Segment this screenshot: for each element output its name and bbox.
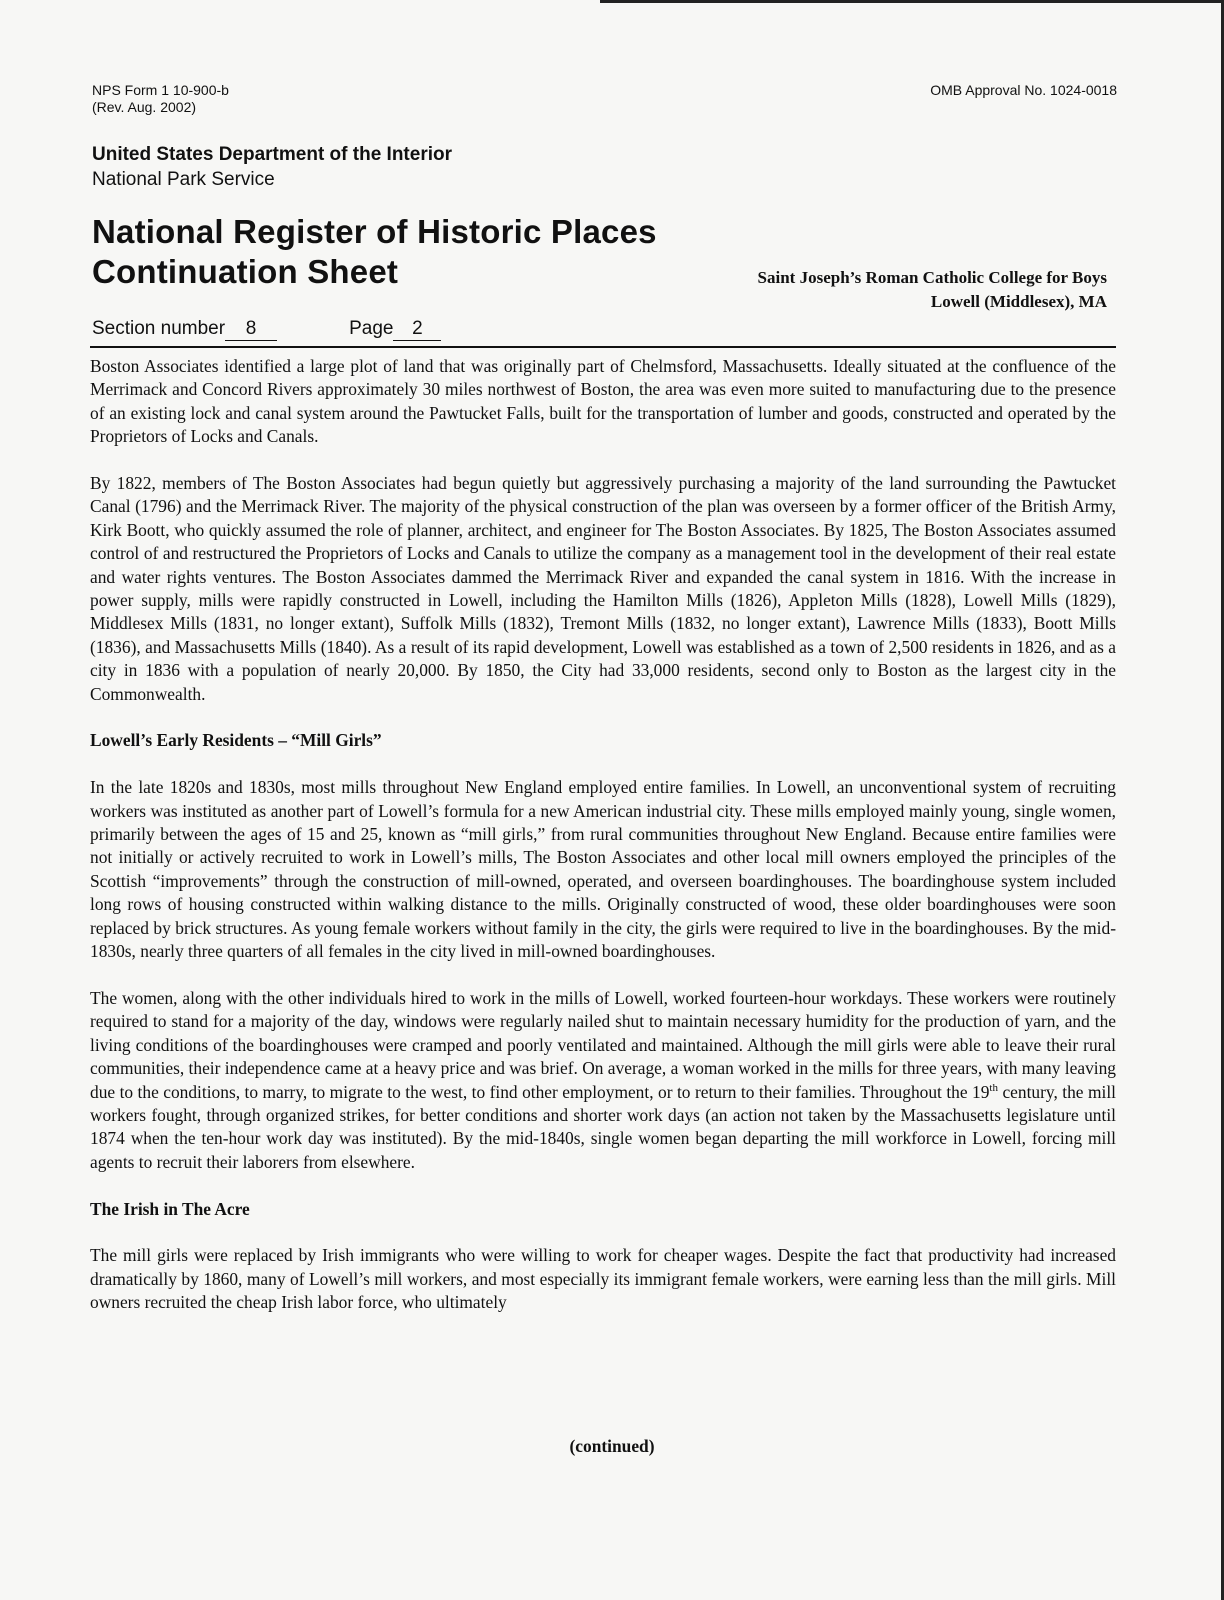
form-identifier [92, 82, 229, 116]
scan-edge-top [600, 0, 1224, 3]
paragraph-3: In the late 1820s and 1830s, most mills throughout New England employed entire families. In Lowell, an unconventional system of recruiting workers was instituted as another part of Lowell’s formula for a new American industrial city. These mills employed mainly young, single women, primarily between the ages of 15 and 25, known as “mill girls,” from rural communities throughout New England. Because entire families were not initially or actively recruited to work in Lowell’s mills, The Boston Associates and other local mill owners employed the principles of the Scottish “improvements” through the construction of mill-owned, operated, and overseen boardinghouses. The boardinghouse system included long rows of housing constructed within walking distance to the mills. Originally constructed of wood, these older boardinghouses were soon replaced by brick structures. As young female workers without family in the city, the girls were required to live in the boardinghouses. By the mid-1830s, nearly three quarters of all females in the city lived in mill-owned boardinghouses. [90, 777, 1116, 962]
paragraph-4 [90, 987, 1116, 1174]
property-name: Saint Joseph’s Roman Catholic College for Boys [757, 268, 1107, 287]
paragraph-5: The mill girls were replaced by Irish immigrants who were willing to work for cheaper wages. Despite the fact that productivity had increased dramatically by 1860, many of Lowell’s mill workers, and most especially its immigrant female workers, were earning less than the mill girls. Mill owners recruited the cheap Irish labor force, who ultimately [90, 1245, 1116, 1313]
form-revision: (Rev. Aug. 2002) [92, 99, 197, 115]
section-number-value: 8 [225, 318, 277, 341]
page-label: Page [349, 318, 394, 339]
header-rule [90, 346, 1116, 348]
heading-irish-acre: The Irish in The Acre [90, 1198, 250, 1219]
paragraph-4-part-b: century, the mill workers fought, through organized strikes, for better conditions and shorter work days (an action not taken by the Massachusetts legislature until 1874 when the ten-hour work day was instituted). By the mid-1840s, single women began departing the mill workforce in Lowell, forcing mill agents to recruit their laborers from elsewhere. [90, 1081, 1116, 1172]
title-line-2: Continuation Sheet [92, 253, 399, 290]
agency-block [92, 142, 452, 192]
page-number-value: 2 [393, 318, 441, 341]
service-name: National Park Service [92, 169, 275, 190]
section-number-label: Section number [92, 318, 226, 339]
ordinal-superscript: th [989, 1081, 998, 1094]
page-title [92, 212, 657, 292]
property-block [758, 266, 1107, 314]
omb-approval: OMB Approval No. 1024-0018 [930, 82, 1117, 98]
property-location: Lowell (Middlesex), MA [930, 292, 1107, 311]
department-name: United States Department of the Interior [92, 144, 452, 165]
paragraph-1: Boston Associates identified a large plot of land that was originally part of Chelmsford, Massachusetts. Ideally situated at the confluence of the Merrimack and Concord Rivers approximately 30 miles northwest of Boston, the area was even more suited to manufacturing due to the presence of an existing lock and canal system around the Pawtucket Falls, built for the transportation of lumber and goods, constructed and operated by the Proprietors of Locks and Canals. [90, 356, 1116, 447]
continued-note: (continued) [569, 1436, 655, 1456]
section-line [92, 318, 441, 341]
paragraph-4-part-a: The women, along with the other individuals hired to work in the mills of Lowell, worked fourteen-hour workdays. These workers were routinely required to stand for a majority of the day, windows were regularly nailed shut to maintain necessary humidity for the production of yarn, and the living conditions of the boardinghouses were cramped and poorly ventilated and maintained. Although the mill girls were able to leave their rural communities, their independence came at a heavy price and was brief. On average, a woman worked in the mills for three years, with many leaving due to the conditions, to marry, to migrate to the west, to find other employment, or to return to their families. Throughout the 19 [90, 987, 1116, 1102]
paragraph-2: By 1822, members of The Boston Associates had begun quietly but aggressively purchasing a majority of the land surrounding the Pawtucket Canal (1796) and the Merrimack River. The majority of the physical construction of the plan was overseen by a former officer of the British Army, Kirk Boott, who quickly assumed the role of planner, architect, and engineer for The Boston Associates. By 1825, The Boston Associates assumed control of and restructured the Proprietors of Locks and Canals to utilize the company as a management tool in the development of their real estate and water rights ventures. The Boston Associates dammed the Merrimack River and expanded the canal system in 1816. With the increase in power supply, mills were rapidly constructed in Lowell, including the Hamilton Mills (1826), Appleton Mills (1828), Lowell Mills (1829), Middlesex Mills (1831, no longer extant), Suffolk Mills (1832), Tremont Mills (1832, no longer extant), Lawrence Mills (1833), Boott Mills (1836), and Massachusetts Mills (1840). As a result of its rapid development, Lowell was established as a town of 2,500 residents in 1826, and as a city in 1836 with a population of nearly 20,000. By 1850, the City had 33,000 residents, second only to Boston as the largest city in the Commonwealth. [90, 473, 1116, 704]
heading-mill-girls: Lowell’s Early Residents – “Mill Girls” [90, 730, 382, 751]
document-body [90, 355, 1116, 1338]
form-number: NPS Form 1 10-900-b [92, 82, 229, 98]
title-line-1: National Register of Historic Places [92, 213, 657, 250]
